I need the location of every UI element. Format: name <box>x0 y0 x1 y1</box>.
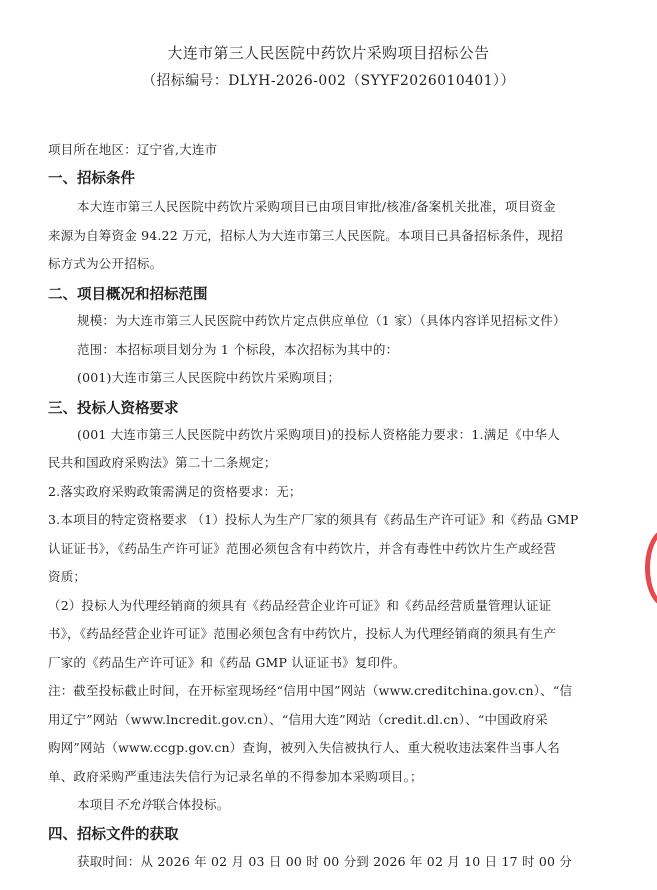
consortium-note-prefix: 本项目 <box>77 797 116 812</box>
section-heading-1: 一、招标条件 <box>48 171 135 187</box>
paragraph-line: 厂家的《药品生产许可证》和《药品 GMP 认证证书》复印件。 <box>48 655 406 670</box>
paragraph-line: 资质； <box>48 569 87 584</box>
section-heading-2: 二、项目概况和招标范围 <box>48 287 208 303</box>
paragraph-line: 注：截至投标截止时间，在开标室现场经“信用中国”网站（www.creditchina.gov.cn）、“信 <box>48 683 573 698</box>
paragraph-line: 标方式为公开招标。 <box>48 256 163 271</box>
paragraph-line: 来源为自筹资金 94.22 万元，招标人为大连市第三人民医院。本项目已具备招标条件，现招 <box>48 228 564 243</box>
paragraph-line: 书》，《药品经营企业许可证》范围必须包含有中药饮片，投标人为代理经销商的须具有生产 <box>48 626 557 641</box>
paragraph-line: 本大连市第三人民医院中药饮片采购项目已由项目审批/核准/备案机关批准，项目资金 <box>77 199 556 214</box>
paragraph-line: 单、政府采购严重违法失信行为记录名单的不得参加本采购项目。； <box>48 769 423 784</box>
paragraph-line: 获取时间：从 2026 年 02 月 03 日 00 时 00 分到 2026 年 02 月 10 日 17 时 00 分 <box>77 854 573 869</box>
paragraph-line: (001 大连市第三人民医院中药饮片采购项目)的投标人资格能力要求：1.满足《中华人 <box>77 427 560 442</box>
document-title: 大连市第三人民医院中药饮片采购项目招标公告 <box>167 44 490 62</box>
paragraph-line: 范围：本招标项目划分为 1 个标段，本次招标为其中的： <box>77 342 399 357</box>
consortium-note <box>77 795 229 813</box>
project-region: 项目所在地区：辽宁省,大连市 <box>48 142 218 157</box>
paragraph-line: 3.本项目的特定资格要求 （1）投标人为生产厂家的须具有《药品生产许可证》和《药品 GMP <box>48 512 579 527</box>
red-seal-fragment <box>645 528 657 608</box>
paragraph-line: 规模：为大连市第三人民医院中药饮片定点供应单位（1 家）（具体内容详见招标文件） <box>77 313 566 328</box>
section-heading-3: 三、投标人资格要求 <box>48 401 179 417</box>
paragraph-line: 2.落实政府采购政策需满足的资格要求：无； <box>48 484 302 499</box>
paragraph-line: 民共和国政府采购法》第二十二条规定； <box>48 455 277 470</box>
section-heading-4: 四、招标文件的获取 <box>48 827 179 843</box>
consortium-note-suffix: 联合体投标。 <box>153 797 230 812</box>
paragraph-line: 认证证书》，《药品生产许可证》范围必须包含有中药饮片，并含有毒性中药饮片生产或经营 <box>48 541 557 556</box>
paragraph-line: (001)大连市第三人民医院中药饮片采购项目； <box>77 370 341 385</box>
consortium-note-emphasis: 不允许 <box>115 797 154 812</box>
paragraph-line: （2）投标人为代理经销商的须具有《药品经营企业许可证》和《药品经营质量管理认证证 <box>48 598 552 613</box>
paragraph-line: 购网”网站（www.ccgp.gov.cn）查询，被列入失信被执行人、重大税收违法案件当事人名 <box>48 740 560 755</box>
paragraph-line: 用辽宁”网站（www.lncredit.gov.cn）、“信用大连”网站（credit.dl.cn）、“中国政府采 <box>48 712 548 727</box>
document-subtitle: （招标编号：DLYH-2026-002（SYYF2026010401）） <box>142 73 515 89</box>
